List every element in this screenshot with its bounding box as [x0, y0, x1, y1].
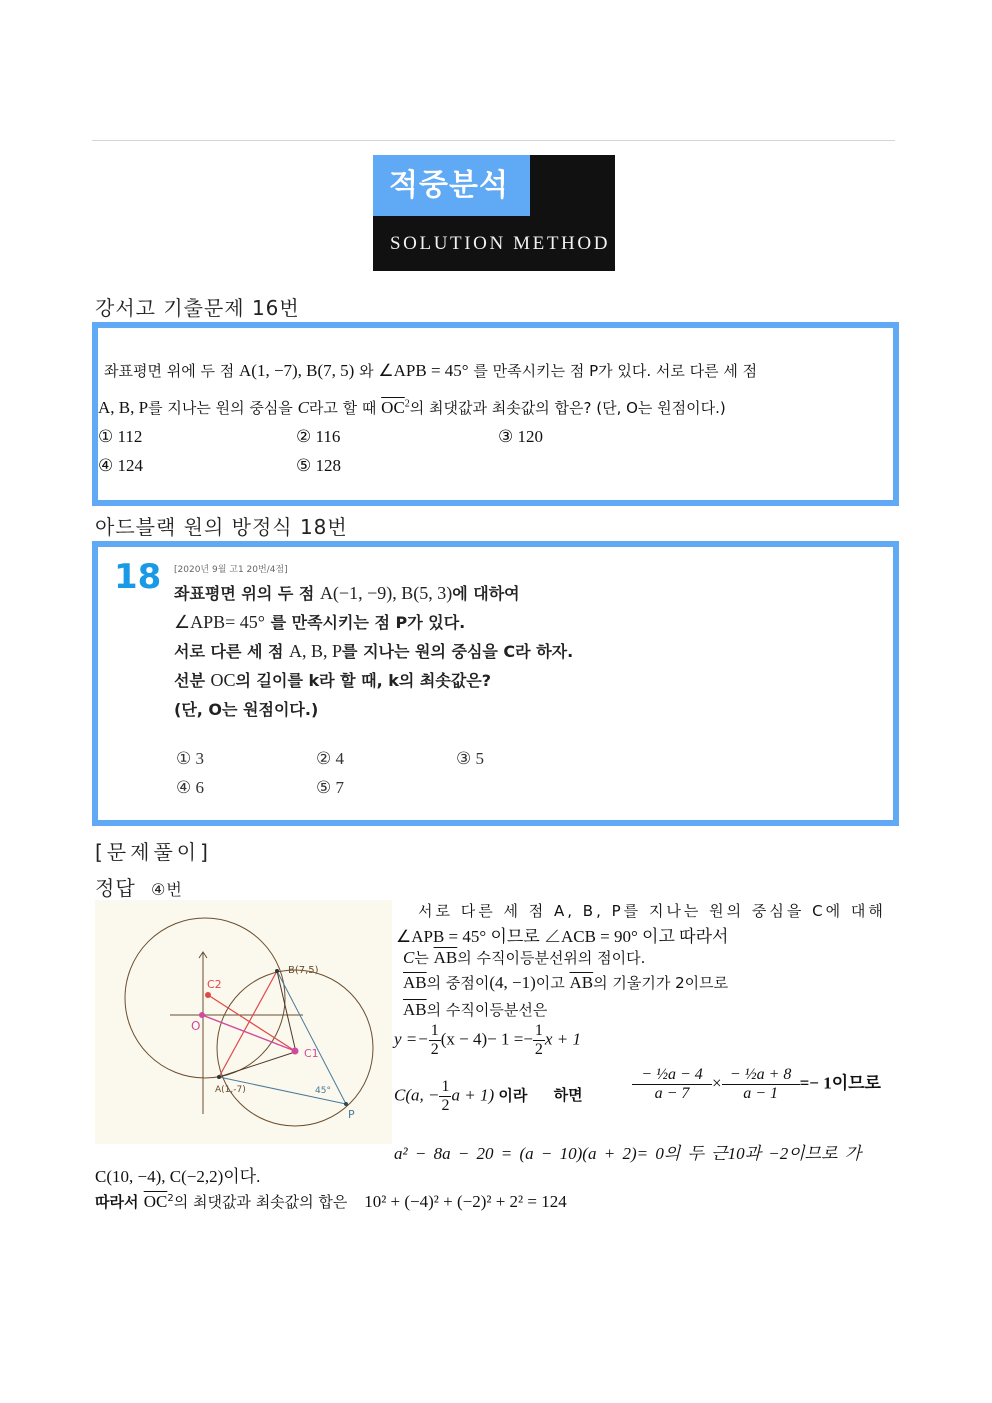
- section2-heading: 아드블랙 원의 방정식 18번: [95, 515, 348, 539]
- equation-perpendicular: C(a, − $\frac{1}{2}$ a + 1) 이라 하면: [394, 1078, 583, 1114]
- option-4[interactable]: ④ 6: [176, 778, 204, 797]
- solution-line-centers: C(10, −4), C(−2,2)이다.: [95, 1167, 261, 1186]
- solution-line-2: ∠APB = 45° 이므로 ∠ACB = 90° 이고 따라서: [396, 927, 729, 946]
- problem-box-1: [92, 322, 899, 506]
- solution-line-5: $\overline{AB}$의 수직이등분선은: [403, 1000, 548, 1019]
- equation-quadratic: a² − 8a − 20 = (a − 10)(a + 2)= 0의 두 근10과 −2이므로 가: [394, 1144, 862, 1163]
- answer-row: [95, 872, 183, 901]
- svg-text:O: O: [191, 1019, 201, 1033]
- problem-box-2: [92, 541, 899, 826]
- title-banner: [373, 155, 615, 271]
- answer-value: ④번: [151, 880, 183, 899]
- option-5[interactable]: ⑤ 7: [316, 778, 344, 797]
- geometry-figure: [95, 900, 392, 1144]
- banner-title: 적중분석: [373, 155, 530, 216]
- banner-subtitle: SOLUTION METHOD: [390, 233, 611, 254]
- option-5[interactable]: ⑤ 128: [296, 456, 341, 475]
- problem1-line2: A, B, P를 지나는 원의 중심을 C라고 할 때 $\overline{OC}^2$의 최댓값과 최솟값의 합은? (단, O는 원점이다.): [98, 398, 726, 417]
- top-divider: [92, 140, 895, 141]
- equation-slope-product: $\frac{\text{− ½a − 4}}{a - 7}$ × $\frac{\text{− ½a + 8}}{a - 1}$ =− 1이므로: [632, 1066, 881, 1103]
- option-3[interactable]: ③ 120: [498, 427, 543, 446]
- svg-text:P: P: [348, 1108, 355, 1121]
- option-2[interactable]: ② 4: [316, 749, 344, 768]
- svg-text:C1: C1: [304, 1047, 319, 1060]
- solution-line-4: $\overline{AB}$의 중점이(4, −1)이고 $\overline{AB}$의 기울기가 2이므로: [403, 973, 729, 992]
- problem-number: 18: [114, 557, 162, 597]
- svg-text:A(1,-7): A(1,-7): [215, 1085, 246, 1095]
- svg-text:B(7,5): B(7,5): [288, 965, 319, 976]
- problem2-line3: 서로 다른 세 점 A, B, P를 지나는 원의 중심을 C라 하자.: [174, 641, 574, 661]
- option-1[interactable]: ① 112: [98, 427, 143, 446]
- section1-heading: 강서고 기출문제 16번: [95, 296, 300, 320]
- equation-bisector: y =− $\frac{1}{2}$ (x − 4)− 1 =− $\frac{1}{2}$ x + 1: [394, 1022, 581, 1058]
- problem2-line2: ∠APB= 45° 를 만족시키는 점 P가 있다.: [174, 612, 466, 632]
- option-3[interactable]: ③ 5: [456, 749, 484, 768]
- svg-text:45°: 45°: [315, 1086, 331, 1096]
- option-2[interactable]: ② 116: [296, 427, 341, 446]
- problem2-line4: 선분 OC의 길이를 k라 할 때, k의 최솟값은?: [174, 670, 492, 690]
- problem2-line1: 좌표평면 위의 두 점 A(−1, −9), B(5, 3)에 대하여: [174, 583, 520, 603]
- solution-line-3: C는 $\overline{AB}$의 수직이등분선위의 점이다.: [403, 948, 646, 967]
- solution-heading: [문제풀이]: [95, 840, 212, 864]
- solution-diagram: [95, 900, 392, 1144]
- solution-final: 따라서 $\overline{OC}^2$의 최댓값과 최솟값의 합은 10² + (−4)² + (−2)² + 2² = 124: [95, 1192, 567, 1211]
- answer-label: 정답: [95, 876, 136, 900]
- option-1[interactable]: ① 3: [176, 749, 204, 768]
- solution-line-1: 서로 다른 세 점 A, B, P를 지나는 원의 중심을 C에 대해: [418, 902, 886, 920]
- problem2-line5: (단, O는 원점이다.): [174, 700, 319, 719]
- problem-source: [2020년 9월 고1 20번/4점]: [174, 565, 288, 575]
- option-4[interactable]: ④ 124: [98, 456, 143, 475]
- svg-text:C2: C2: [207, 978, 222, 991]
- problem1-line1: 좌표평면 위에 두 점 A(1, −7), B(7, 5) 와 ∠APB = 45° 를 만족시키는 점 P가 있다. 서로 다른 세 점: [104, 361, 758, 380]
